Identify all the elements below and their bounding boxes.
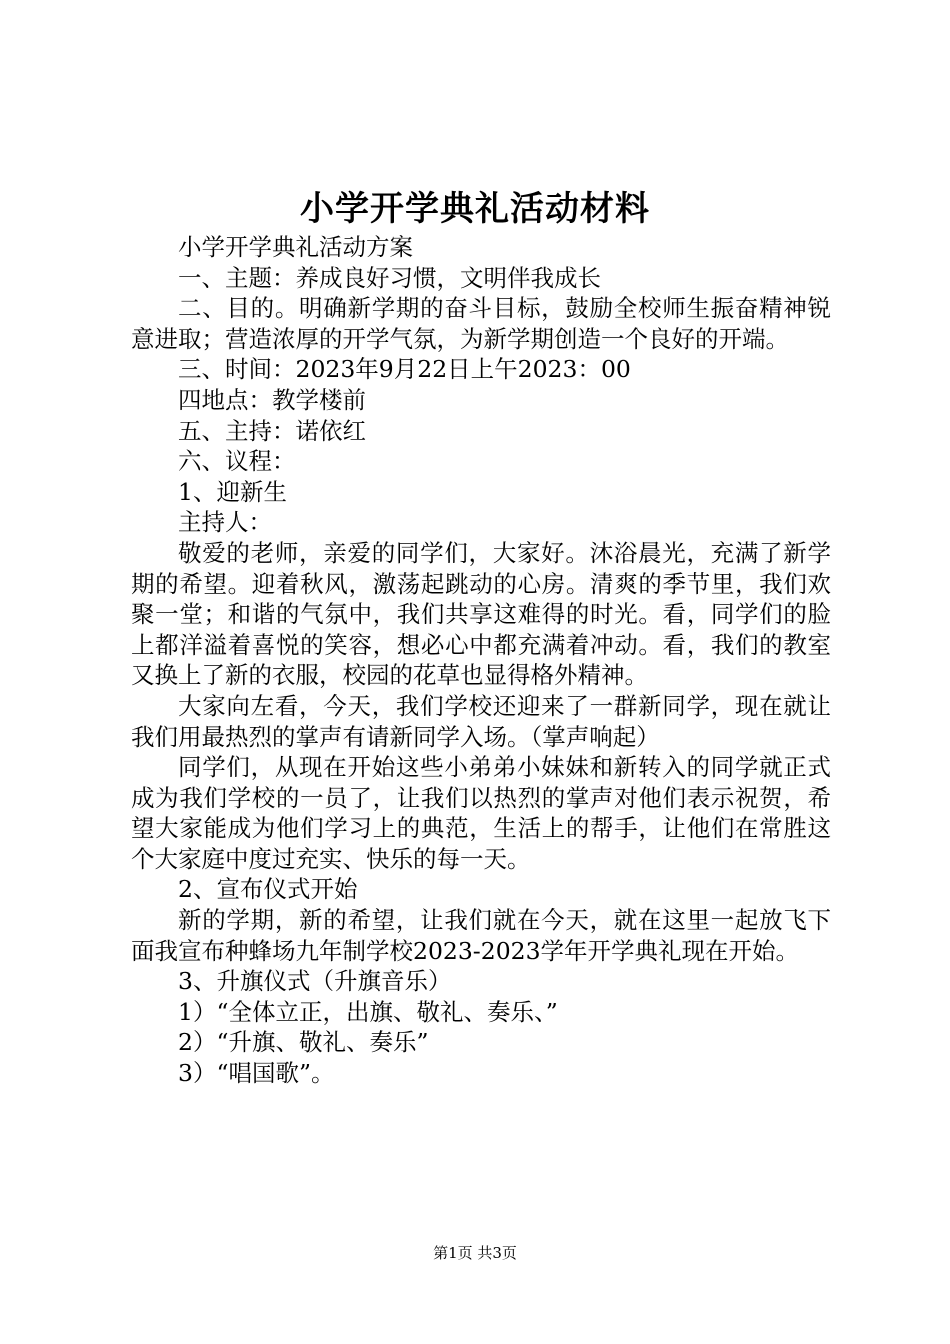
page-number-footer: 第1页 共3页 <box>433 1244 517 1262</box>
document-body <box>131 232 831 1089</box>
paragraph-agenda-item-1: 1、迎新生 <box>178 477 287 506</box>
paragraph-step-2: 2）“升旗、敬礼、奏乐” <box>178 1028 429 1057</box>
paragraph-speech-1: 敬爱的老师，亲爱的同学们，大家好。沐浴晨光，充满了新学期的希望。迎着秋风，激荡起跳动的心房。清爽的季节里，我们欢聚一堂；和谐的气氛中，我们共享这难得的时光。看，同学们的脸上都洋溢着喜悦的笑容，想必心中都充满着冲动。看，我们的教室又换上了新的衣服，校园的花草也显得格外精神。 <box>131 538 831 690</box>
paragraph-speech-2: 大家向左看，今天，我们学校还迎来了一群新同学，现在就让我们用最热烈的掌声有请新同学入场。（掌声响起） <box>131 691 831 751</box>
document-title: 小学开学典礼活动材料 <box>300 189 650 229</box>
paragraph-agenda: 六、议程： <box>178 447 296 476</box>
paragraph-speech-3: 同学们，从现在开始这些小弟弟小妹妹和新转入的同学就正式成为我们学校的一员了，让我们以热烈的掌声对他们表示祝贺，希望大家能成为他们学习上的典范，生活上的帮手，让他们在常胜这个大家庭中度过充实、快乐的每一天。 <box>131 753 831 873</box>
paragraph-announcement: 新的学期，新的希望，让我们就在今天，就在这里一起放飞下面我宣布种蜂场九年制学校2023-2023学年开学典礼现在开始。 <box>131 906 831 965</box>
paragraph-theme: 一、主题：养成良好习惯，文明伴我成长 <box>178 263 601 292</box>
paragraph-location: 四地点：教学楼前 <box>178 385 366 414</box>
paragraph-purpose: 二、目的。明确新学期的奋斗目标，鼓励全校师生振奋精神锐意进取；营造浓厚的开学气氛，为新学期创造一个良好的开端。 <box>131 294 831 353</box>
paragraph-plan-heading: 小学开学典礼活动方案 <box>178 233 413 261</box>
paragraph-agenda-item-3: 3、升旗仪式（升旗音乐） <box>178 967 452 996</box>
paragraph-step-3: 3）“唱国歌”。 <box>178 1059 335 1088</box>
paragraph-step-1: 1）“全体立正，出旗、敬礼、奏乐、” <box>178 997 558 1026</box>
paragraph-host-label: 主持人： <box>178 508 272 537</box>
paragraph-time: 三、时间：2023年9月22日上午2023：00 <box>178 355 631 384</box>
paragraph-agenda-item-2: 2、宣布仪式开始 <box>178 875 358 904</box>
paragraph-host: 五、主持：诺依红 <box>178 416 366 445</box>
